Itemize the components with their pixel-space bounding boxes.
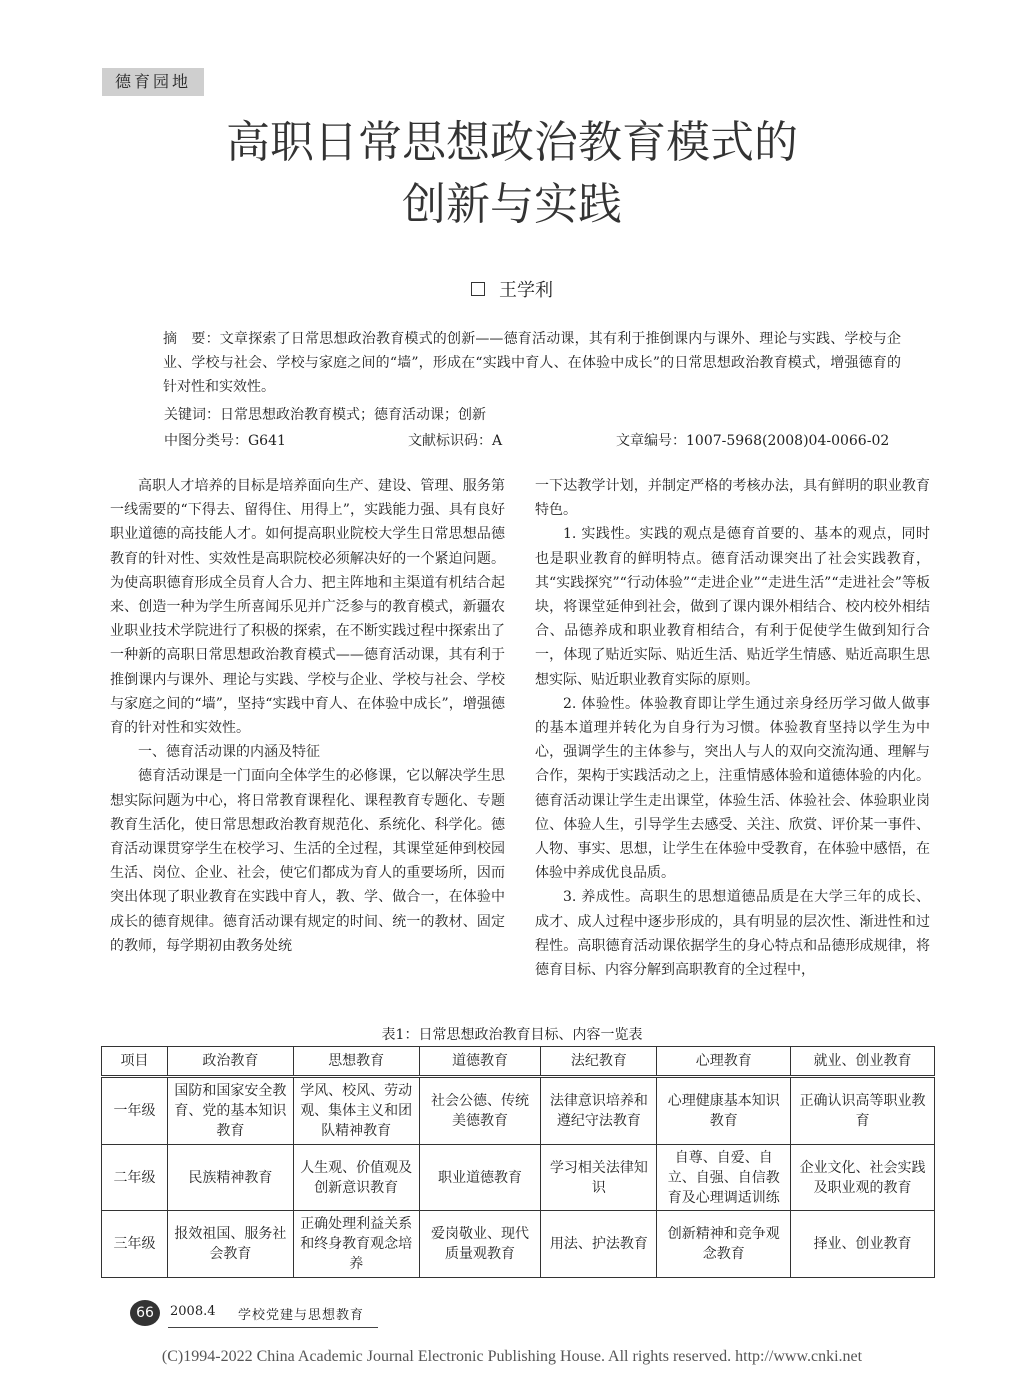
table-header-row xyxy=(102,1047,935,1077)
table-header: 思想教育 xyxy=(293,1047,419,1077)
table-cell: 法律意识培养和遵纪守法教育 xyxy=(541,1077,657,1145)
table-cell: 爱岗敬业、现代质量观教育 xyxy=(419,1211,541,1278)
table-cell: 学习相关法律知识 xyxy=(541,1144,657,1211)
issue-date: 2008.4 xyxy=(170,1304,216,1319)
table-cell: 心理健康基本知识教育 xyxy=(657,1077,791,1145)
table-header: 政治教育 xyxy=(167,1047,293,1077)
table-row xyxy=(102,1211,935,1278)
table-cell: 一年级 xyxy=(102,1077,168,1145)
table-cell: 正确认识高等职业教育 xyxy=(791,1077,935,1145)
body-left-column xyxy=(110,474,505,958)
copyright-notice: (C)1994-2022 China Academic Journal Electronic Publishing House. All rights reserved. http://www.cnki.net xyxy=(161,1348,863,1365)
table-cell: 职业道德教育 xyxy=(419,1144,541,1211)
table-header: 项目 xyxy=(102,1047,168,1077)
table-cell: 自尊、自爱、自立、自强、自信教育及心理调适训练 xyxy=(657,1144,791,1211)
journal-name: 学校党建与思想教育 xyxy=(238,1308,365,1323)
section-heading: 一、德育活动课的内涵及特征 xyxy=(138,744,320,761)
table-header: 就业、创业教育 xyxy=(791,1047,935,1077)
table-caption: 表1：日常思想政治教育目标、内容一览表 xyxy=(381,1027,643,1043)
author-name: 王学利 xyxy=(499,280,553,301)
article-title xyxy=(0,112,1024,236)
page-footer xyxy=(130,1300,380,1330)
footer-rule xyxy=(168,1327,378,1328)
page-number: 66 xyxy=(130,1300,160,1326)
article-number: 文章编号：1007-5968(2008)04-0066-02 xyxy=(616,433,890,449)
abstract-text: 摘 要：文章探索了日常思想政治教育模式的创新——德育活动课，其有利于推倒课内与课外、理论与实践、学校与企业、学校与社会、学校与家庭之间的“墙”，形成在“实践中育人、在体验中成长”的日常思想政治教育模式，增强德育的针对性和实效性。 xyxy=(163,331,901,395)
table-cell: 二年级 xyxy=(102,1144,168,1211)
square-icon xyxy=(471,282,485,296)
author-line xyxy=(0,276,1024,302)
table-header: 法纪教育 xyxy=(541,1047,657,1077)
table-cell: 社会公德、传统美德教育 xyxy=(419,1077,541,1145)
paragraph: 德育活动课是一门面向全体学生的必修课，它以解决学生思想实际问题为中心，将日常教育课程化、课程教育专题化、专题教育生活化，使日常思想政治教育规范化、系统化、科学化。德育活动课贯穿学生在校学习、生活的全过程，其课堂延伸到校园生活、岗位、企业、社会，使它们都成为育人的重要场所，因而突出体现了职业教育在实践中育人，教、学、做合一，在体验中成长的德育规律。德育活动课有规定的时间、统一的教材、固定的教师，每学期初由教务处统 xyxy=(110,768,505,954)
table-header: 道德教育 xyxy=(419,1047,541,1077)
table-cell: 企业文化、社会实践及职业观的教育 xyxy=(791,1144,935,1211)
paragraph: 3. 养成性。高职生的思想道德品质是在大学三年的成长、成才、成人过程中逐步形成的，具有明显的层次性、渐进性和过程性。高职德育活动课依据学生的身心特点和品德形成规律，将德育目标、内容分解到高职教育的全过程中， xyxy=(535,889,930,979)
body-right-column xyxy=(535,474,930,982)
title-line-1: 高职日常思想政治教育模式的 xyxy=(226,117,798,168)
abstract xyxy=(137,327,901,399)
paragraph: 高职人才培养的目标是培养面向生产、建设、管理、服务第一线需要的“下得去、留得住、用得上”，实践能力强、具有良好职业道德的高技能人才。如何提高职业院校大学生日常思想品德教育的针对性、实效性是高职院校必须解决好的一个紧迫问题。为使高职德育形成全员育人合力、把主阵地和主渠道有机结合起来、创造一种为学生所喜闻乐见并广泛参与的教育模式，新疆农业职业技术学院进行了积极的探索，在不断实践过程中探索出了一种新的高职日常思想政治教育模式——德育活动课，其有利于推倒课内与课外、理论与实践、学校与企业、学校与社会、学校与家庭之间的“墙”，坚持“实践中育人、在体验中成长”，增强德育的针对性和实效性。 xyxy=(110,478,505,737)
paragraph: 一下达教学计划，并制定严格的考核办法，具有鲜明的职业教育特色。 xyxy=(535,478,930,519)
table-cell: 学风、校风、劳动观、集体主义和团队精神教育 xyxy=(293,1077,419,1145)
table-cell: 用法、护法教育 xyxy=(541,1211,657,1278)
keywords: 关键词：日常思想政治教育模式；德育活动课；创新 xyxy=(164,407,486,423)
table-header: 心理教育 xyxy=(657,1047,791,1077)
classification-line xyxy=(164,430,904,452)
table-cell: 国防和国家安全教育、党的基本知识教育 xyxy=(167,1077,293,1145)
paragraph: 1. 实践性。实践的观点是德育首要的、基本的观点，同时也是职业教育的鲜明特点。德育活动课突出了社会实践教育，其“实践探究”“行动体验”“走进企业”“走进生活”“走进社会”等板块，将课堂延伸到社会，做到了课内课外相结合、校内校外相结合、品德养成和职业教育相结合，有利于促使学生做到知行合一，体现了贴近实际、贴近生活、贴近学生情感、贴近高职生思想实际、贴近职业教育实际的原则。 xyxy=(535,526,930,688)
table-cell: 民族精神教育 xyxy=(167,1144,293,1211)
document-code: 文献标识码：A xyxy=(408,433,503,449)
table-cell: 人生观、价值观及创新意识教育 xyxy=(293,1144,419,1211)
table-cell: 正确处理利益关系和终身教育观念培养 xyxy=(293,1211,419,1278)
class-number: 中图分类号：G641 xyxy=(164,433,286,449)
table-cell: 三年级 xyxy=(102,1211,168,1278)
title-line-2: 创新与实践 xyxy=(402,179,622,230)
table-row xyxy=(102,1144,935,1211)
table-cell: 择业、创业教育 xyxy=(791,1211,935,1278)
section-tag: 德育园地 xyxy=(102,68,204,96)
table-row xyxy=(102,1077,935,1145)
paragraph: 2. 体验性。体验教育即让学生通过亲身经历学习做人做事的基本道理并转化为自身行为习惯。体验教育坚持以学生为中心，强调学生的主体参与，突出人与人的双向交流沟通、理解与合作，架构于实践活动之上，注重情感体验和道德体验的内化。德育活动课让学生走出课堂，体验生活、体验社会、体验职业岗位、体验人生，引导学生去感受、关注、欣赏、评价某一事件、人物、事实、思想，让学生在体验中受教育，在体验中感悟，在体验中养成优良品质。 xyxy=(535,695,930,882)
table-cell: 报效祖国、服务社会教育 xyxy=(167,1211,293,1278)
table-cell: 创新精神和竞争观念教育 xyxy=(657,1211,791,1278)
goals-table xyxy=(101,1046,935,1278)
